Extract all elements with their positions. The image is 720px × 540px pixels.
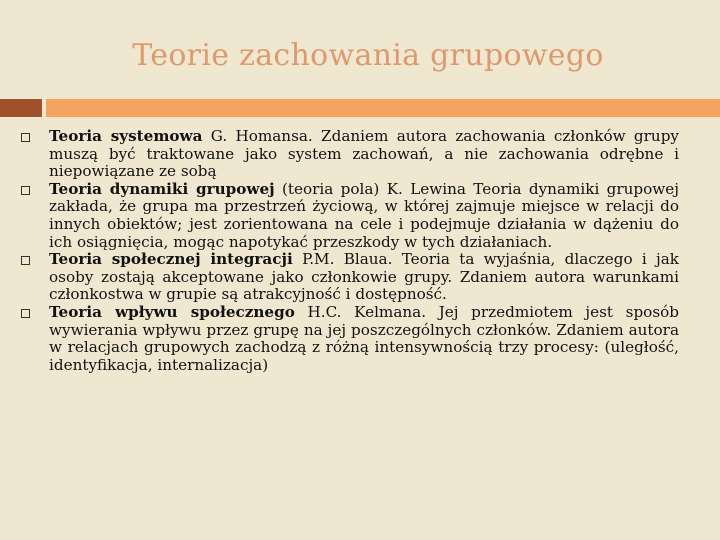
theory-name: Teoria systemowa	[49, 127, 203, 145]
square-bullet-icon	[21, 133, 30, 142]
list-item	[21, 128, 679, 181]
square-bullet-icon	[21, 186, 30, 195]
theory-name: Teoria wpływu społecznego	[49, 302, 295, 321]
theory-name: Teoria dynamiki grupowej	[49, 179, 275, 198]
theory-description: (teoria pola) K. Lewina Teoria dynamiki grupowej zakłada, że grupa ma przestrzeń życiową, w której zajmuje miejsce w relacji do innych obiektów; jest zorientowana na cele i podejmuje działania w dążeniu do ich osiągnięcia, mogąc napotykać przeszkody w tych działaniach.	[49, 179, 679, 251]
list-item	[21, 304, 679, 374]
accent-bar-dark	[0, 99, 42, 117]
list-item-text	[49, 128, 679, 181]
square-bullet-icon	[21, 256, 30, 265]
theory-description: G. Homansa. Zdaniem autora zachowania członków grupy muszą być traktowane jako system zachowań, a nie zachowania odrębne i niepowiązane ze sobą	[49, 127, 679, 181]
list-item	[21, 181, 679, 251]
theory-description: H.C. Kelmana. Jej przedmiotem jest sposób wywierania wpływu przez grupę na jej poszczególnych członków. Zdaniem autora w relacjach grupowych zachodzą z różną intensywnością trzy procesy: (uległość, identyfikacja, internalizacja)	[49, 302, 679, 374]
list-item	[21, 251, 679, 304]
theory-description: P.M. Blaua. Teoria ta wyjaśnia, dlaczego i jak osoby zostają akceptowane jako członkowie grupy. Zdaniem autora warunkami członkostwa w grupie są atrakcyjność i dostępność.	[49, 250, 680, 304]
slide-title: Teorie zachowania grupowego	[132, 38, 604, 73]
bullet-list	[21, 128, 679, 374]
square-bullet-icon	[21, 309, 30, 318]
list-item-text	[49, 304, 679, 374]
accent-bar-light	[46, 99, 720, 117]
theory-name: Teoria społecznej integracji	[49, 250, 293, 269]
list-item-text	[49, 251, 679, 304]
list-item-text	[49, 181, 679, 251]
